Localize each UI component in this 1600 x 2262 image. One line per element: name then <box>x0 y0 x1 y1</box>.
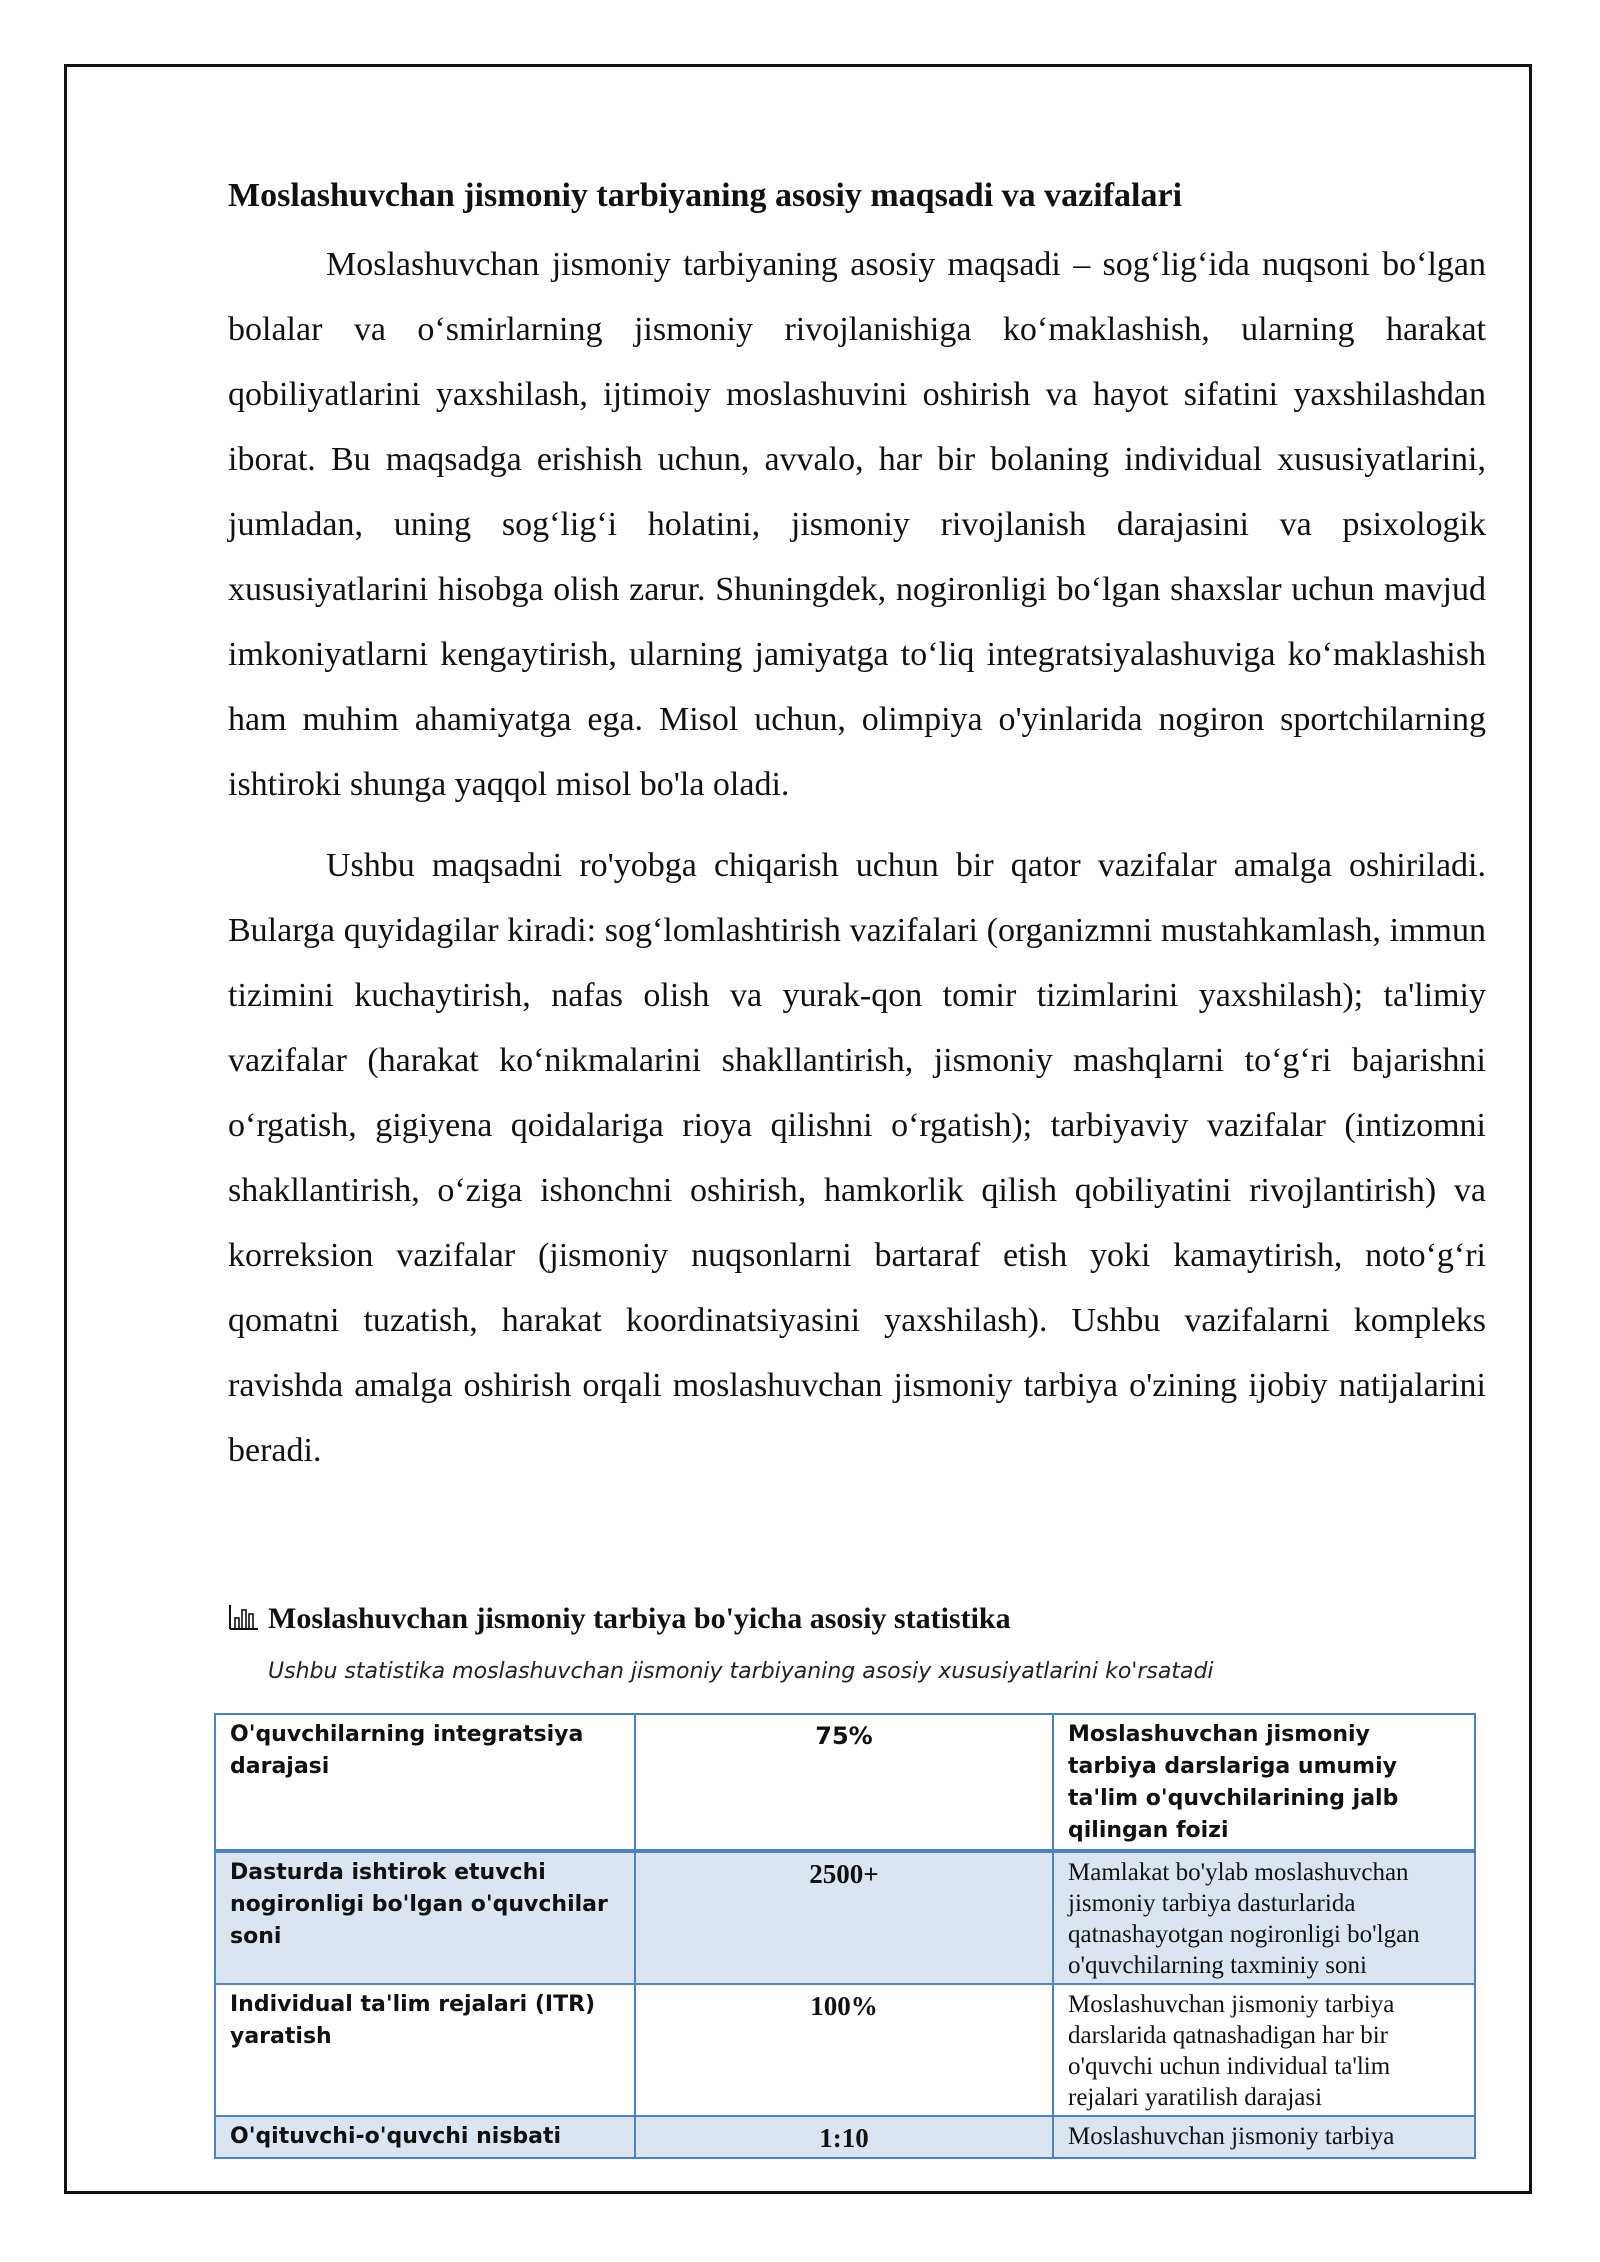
section-title: Moslashuvchan jismoniy tarbiyaning asosiy maqsadi va vazifalari <box>228 177 1183 214</box>
table-row <box>215 2116 1475 2158</box>
table-row <box>215 1984 1475 2116</box>
row-value: 2500+ <box>635 1851 1053 1984</box>
row-label: O'quvchilarning integratsiya darajasi <box>215 1714 635 1851</box>
row-value: 75% <box>635 1714 1053 1851</box>
stats-table <box>214 1713 1476 2159</box>
table-row <box>215 1714 1475 1851</box>
paragraph-tasks: Ushbu maqsadni ro'yobga chiqarish uchun bir qator vazifalar amalga oshiriladi. Bularga quyidagilar kiradi: sog‘lomlashtirish vazifalari (organizmni mustahkamlash, immun tizimini kuchaytirish, nafas olish va yurak-qon tomir tizimlarini yaxshilash); ta'limiy vazifalar (harakat ko‘nikmalarini shakllantirish, jismoniy mashqlarni to‘g‘ri bajarishni o‘rgatish, gigiyena qoidalariga rioya qilishni o‘rgatish); tarbiyaviy vazifalar (intizomni shakllantirish, o‘ziga ishonchni oshirish, hamkorlik qilish qobiliyatini rivojlantirish) va korreksion vazifalar (jismoniy nuqsonlarni bartaraf etish yoki kamaytirish, noto‘g‘ri qomatni tuzatish, harakat koordinatsiyasini yaxshilash). Ushbu vazifalarni kompleks ravishda amalga oshirish orqali moslashuvchan jismoniy tarbiya o'zining ijobiy natijalarini beradi. <box>228 847 1486 1469</box>
row-value: 100% <box>635 1984 1053 2116</box>
main-content <box>228 168 1486 1483</box>
row-description: Moslashuvchan jismoniy tarbiya darslarida qatnashadigan har bir o'quvchi uchun individual ta'lim rejalari yaratilish darajasi <box>1053 1984 1475 2116</box>
stats-heading-text: Moslashuvchan jismoniy tarbiya bo'yicha asosiy statistika <box>268 1602 1011 1635</box>
row-description: Moslashuvchan jismoniy tarbiya darslariga umumiy ta'lim o'quvchilarining jalb qilingan foizi <box>1053 1714 1475 1851</box>
row-description: Mamlakat bo'ylab moslashuvchan jismoniy tarbiya dasturlarida qatnashayotgan nogironligi bo'lgan o'quvchilarning taxminiy soni <box>1053 1851 1475 1984</box>
stats-heading <box>228 1596 1011 1642</box>
row-label: O'qituvchi-o'quvchi nisbati <box>215 2116 635 2158</box>
table-row <box>215 1851 1475 1984</box>
row-description: Moslashuvchan jismoniy tarbiya <box>1053 2116 1475 2158</box>
row-label: Dasturda ishtirok etuvchi nogironligi bo'lgan o'quvchilar soni <box>215 1851 635 1984</box>
stats-caption: Ushbu statistika moslashuvchan jismoniy tarbiyaning asosiy xususiyatlarini ko'rsatadi <box>268 1659 1214 1684</box>
row-label: Individual ta'lim rejalari (ITR) yaratish <box>215 1984 635 2116</box>
bar-chart-icon <box>228 1599 260 1627</box>
paragraph-goal: Moslashuvchan jismoniy tarbiyaning asosiy maqsadi – sog‘lig‘ida nuqsoni bo‘lgan bolalar va o‘smirlarning jismoniy rivojlanishiga ko‘maklashish, ularning harakat qobiliyatlarini yaxshilash, ijtimoiy moslashuvini oshirish va hayot sifatini yaxshilashdan iborat. Bu maqsadga erishish uchun, avvalo, har bir bolaning individual xususiyatlarini, jumladan, uning sog‘lig‘i holatini, jismoniy rivojlanish darajasini va psixologik xususiyatlarini hisobga olish zarur. Shuningdek, nogironligi bo‘lgan shaxslar uchun mavjud imkoniyatlarni kengaytirish, ularning jamiyatga to‘liq integratsiyalashuviga ko‘maklashish ham muhim ahamiyatga ega. Misol uchun, olimpiya o'yinlarida nogiron sportchilarning ishtiroki shunga yaqqol misol bo'la oladi. <box>228 246 1486 803</box>
row-value: 1:10 <box>635 2116 1053 2158</box>
